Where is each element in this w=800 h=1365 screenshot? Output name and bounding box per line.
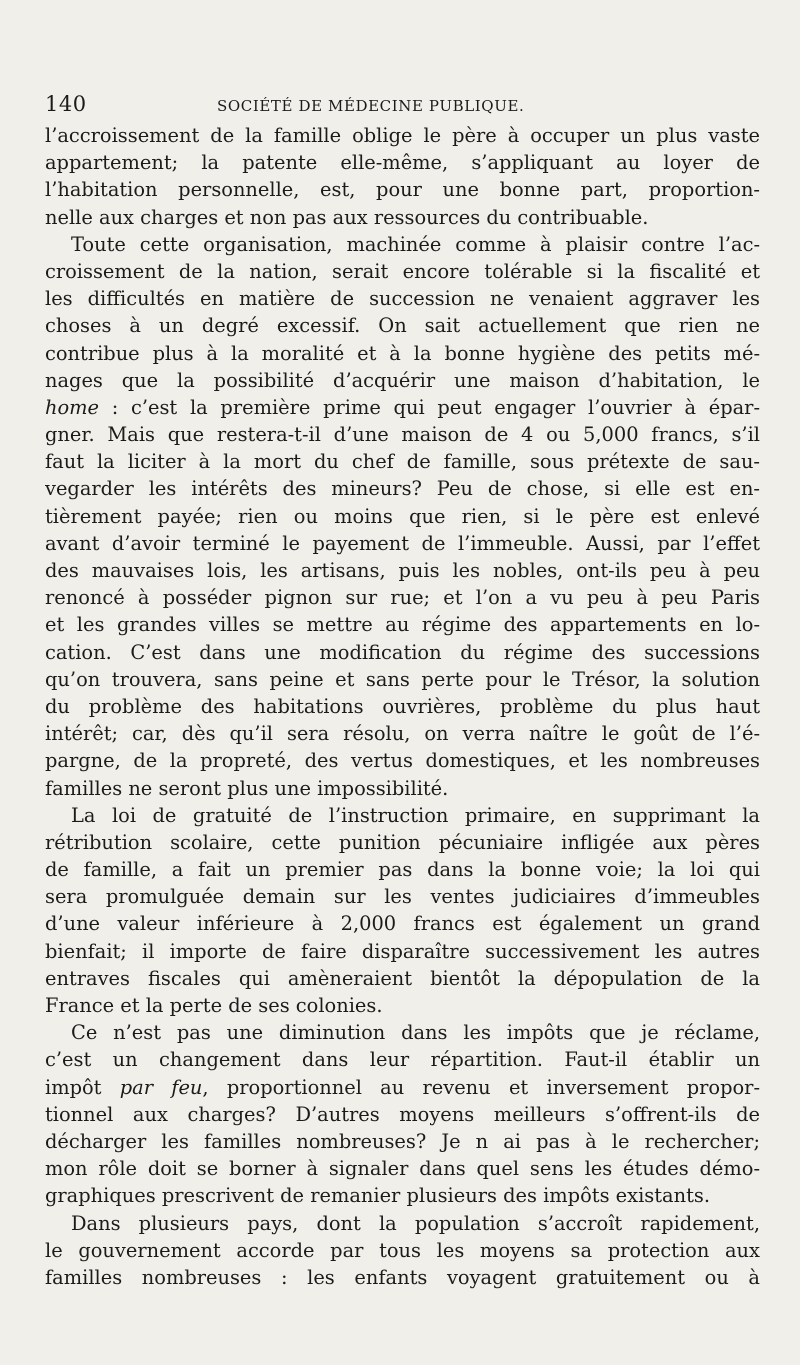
- text-line: décharger les familles nombreuses? Je n ai pas à le rechercher;: [45, 1129, 760, 1153]
- text-line: le gouvernement accorde par tous les moyens sa protection aux: [45, 1238, 760, 1262]
- text-line: rétribution scolaire, cette punition pécuniaire infligée aux pères: [45, 830, 760, 854]
- text-line: La loi de gratuité de l’instruction primaire, en supprimant la: [71, 803, 760, 827]
- text-line: vegarder les intérêts des mineurs? Peu de chose, si elle est en-: [45, 477, 760, 501]
- text-line: [45, 1074, 760, 1101]
- text-line: entraves fiscales qui amèneraient bientôt la dépopulation de la: [45, 966, 760, 990]
- text-line: renoncé à posséder pignon sur rue; et l’on a vu peu à peu Paris: [45, 586, 760, 610]
- text-line: les difficultés en matière de succession ne venaient aggraver les: [45, 287, 760, 311]
- text-line: sera promulguée demain sur les ventes judiciaires d’immeubles: [45, 885, 760, 909]
- body-text: [45, 122, 760, 1291]
- text-line: de famille, a fait un premier pas dans la bonne voie; la loi qui: [45, 858, 760, 882]
- text-line: avant d’avoir terminé le payement de l’immeuble. Aussi, par l’effet: [45, 531, 760, 555]
- text-line: tionnel aux charges? D’autres moyens meilleurs s’offrent-ils de: [45, 1102, 760, 1126]
- text-line: faut la liciter à la mort du chef de famille, sous prétexte de sau-: [45, 450, 760, 474]
- text-line: familles nombreuses : les enfants voyagent gratuitement ou à: [45, 1265, 760, 1289]
- italic-term: par feu: [119, 1075, 203, 1099]
- text-line: c’est un changement dans leur répartition. Faut-il établir un: [45, 1048, 760, 1072]
- text-line: croissement de la nation, serait encore tolérable si la fiscalité et: [45, 259, 760, 283]
- text-line: contribue plus à la moralité et à la bonne hygiène des petits mé-: [45, 341, 760, 365]
- line-text: impôt: [45, 1075, 120, 1099]
- text-line: nages que la possibilité d’acquérir une maison d’habitation, le: [45, 368, 760, 392]
- text-line: des mauvaises lois, les artisans, puis les nobles, ont-ils peu à peu: [45, 559, 760, 582]
- text-line: du problème des habitations ouvrières, problème du plus haut: [45, 694, 760, 718]
- text-line: tièrement payée; rien ou moins que rien, si le père est enlevé: [45, 504, 760, 528]
- text-line: choses à un degré excessif. On sait actuellement que rien ne: [45, 314, 760, 338]
- text-line: qu’on trouvera, sans peine et sans perte pour le Trésor, la solution: [45, 667, 760, 691]
- text-line: intérêt; car, dès qu’il sera résolu, on verra naître le goût de l’é-: [45, 722, 760, 746]
- text-line: mon rôle doit se borner à signaler dans quel sens les études démo-: [45, 1157, 760, 1181]
- text-line: [45, 394, 760, 421]
- text-line: Toute cette organisation, machinée comme à plaisir contre l’ac-: [71, 232, 760, 256]
- text-line: pargne, de la propreté, des vertus domestiques, et les nombreuses: [45, 749, 760, 773]
- page-number: 140: [45, 92, 87, 116]
- line-text: , proportionnel au revenu et inversement propor-: [202, 1075, 760, 1099]
- running-title: SOCIÉTÉ DE MÉDECINE PUBLIQUE.: [217, 97, 525, 115]
- text-line: familles ne seront plus une impossibilité.: [45, 776, 449, 800]
- text-line: Ce n’est pas une diminution dans les impôts que je réclame,: [71, 1021, 760, 1045]
- text-line: nelle aux charges et non pas aux ressources du contribuable.: [45, 205, 649, 229]
- text-line: d’une valeur inférieure à 2,000 francs est également un grand: [45, 912, 760, 936]
- text-line: l’accroissement de la famille oblige le père à occuper un plus vaste: [45, 124, 760, 147]
- text-line: et les grandes villes se mettre au régime des appartements en lo-: [45, 613, 760, 637]
- text-line: appartement; la patente elle-même, s’appliquant au loyer de: [45, 151, 760, 175]
- page-header: [45, 92, 760, 120]
- text-line: l’habitation personnelle, est, pour une bonne part, proportion-: [45, 178, 760, 202]
- line-text: : c’est la première prime qui peut engager l’ouvrier à épar-: [99, 395, 760, 419]
- text-line: gner. Mais que restera-t-il d’une maison de 4 ou 5,000 francs, s’il: [45, 423, 760, 447]
- text-line: bienfait; il importe de faire disparaître successivement les autres: [45, 939, 760, 963]
- text-line: France et la perte de ses colonies.: [45, 994, 383, 1017]
- text-line: graphiques prescrivent de remanier plusieurs des impôts existants.: [45, 1184, 710, 1208]
- text-line: cation. C’est dans une modification du régime des successions: [45, 640, 760, 664]
- italic-term: home: [45, 395, 100, 419]
- text-line: Dans plusieurs pays, dont la population s’accroît rapidement,: [71, 1211, 760, 1235]
